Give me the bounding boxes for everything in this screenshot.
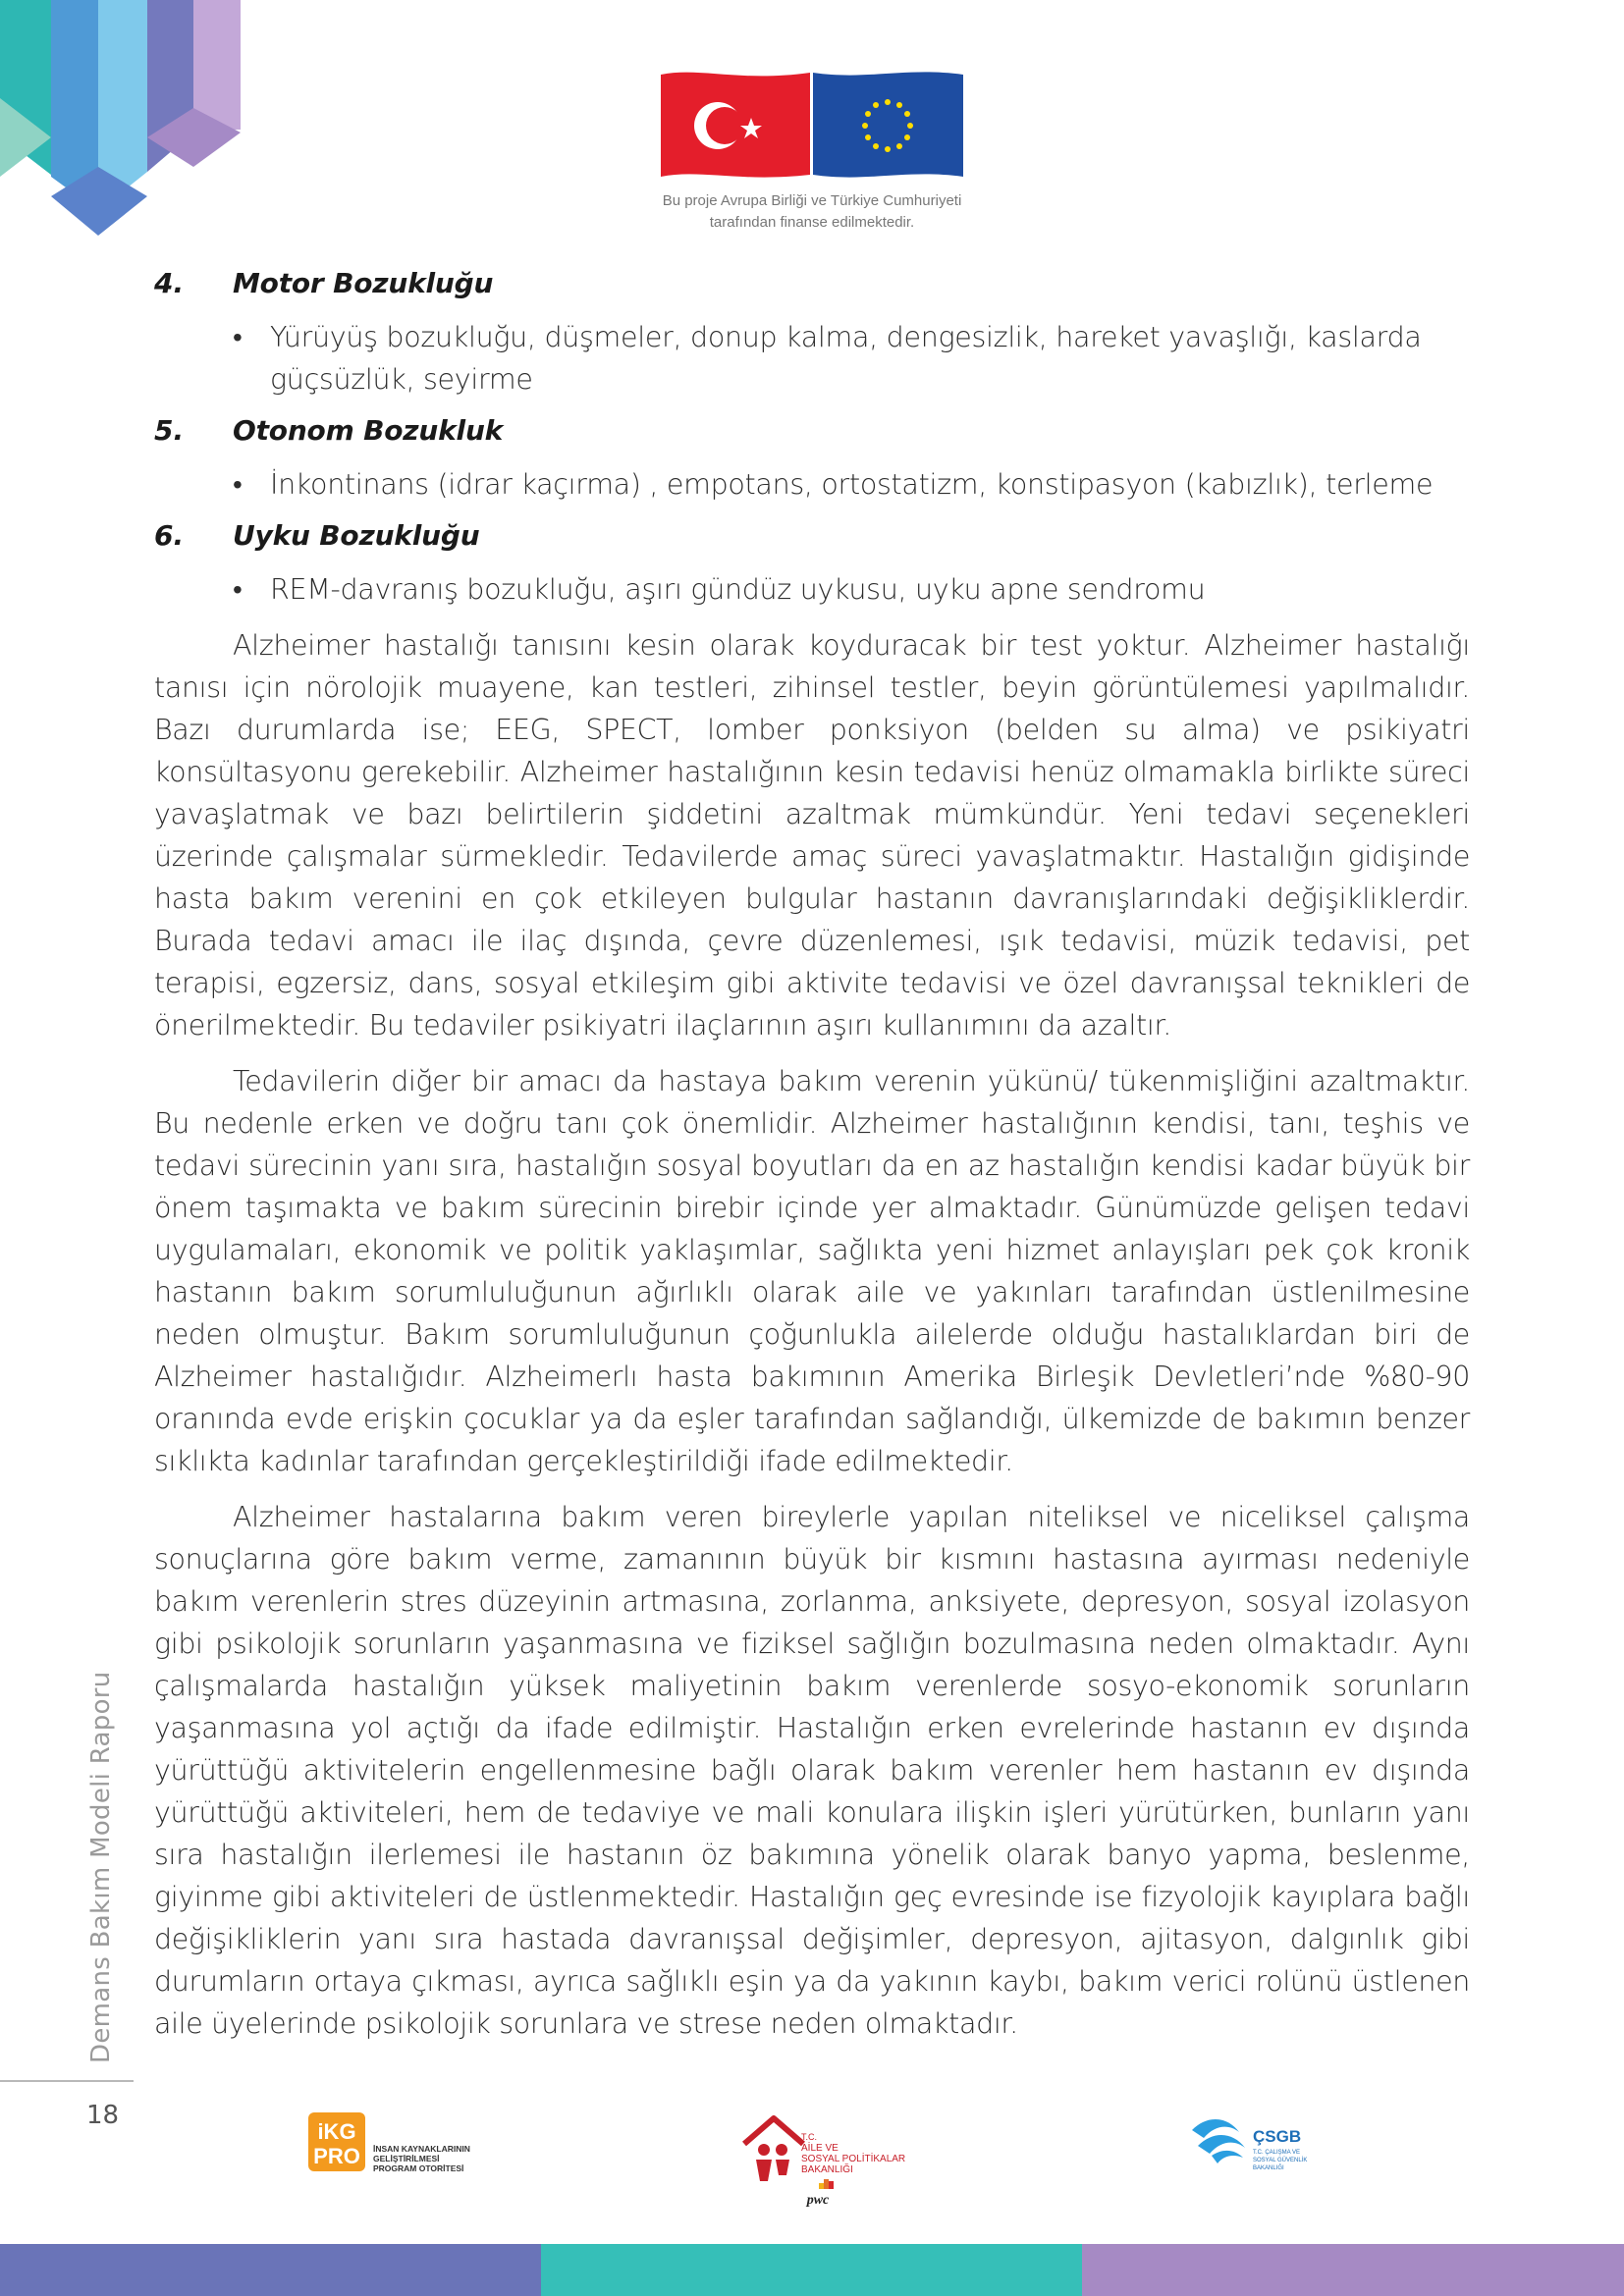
section-heading bbox=[154, 519, 1470, 562]
aile-line4: BAKANLIĞI bbox=[801, 2164, 853, 2175]
ikg-line2: GELİŞTİRİLMESİ bbox=[373, 2154, 440, 2163]
csgb-line2: SOSYAL GÜVENLİK bbox=[1253, 2158, 1308, 2163]
funding-caption bbox=[589, 190, 1035, 234]
ikg-line3: PROGRAM OTORİTESİ bbox=[373, 2163, 464, 2173]
pwc-logo-text: pwc bbox=[806, 2193, 830, 2208]
funding-caption-line1: Bu proje Avrupa Birliği ve Türkiye Cumhuriyeti bbox=[662, 192, 962, 209]
body-paragraph: Tedavilerin diğer bir amacı da hastaya bakım verenin yükünü/ tükenmişliğini azaltmaktır. Bu nedenle erken ve doğru tanı çok önemlidir. Alzheimer hastalığının kendisi, tanı, teşhis ve tedavi sürecinin yanı sıra, hastalığın sosyal boyutları da en az hastalığın kendisi kadar büyük bir önem taşımakta ve bakım sürecinin birebir içinde yer almaktadır. Günümüzde gelişen tedavi uygulamaları, ekonomik ve politik yaklaşımlar, sağlıkta yeni hizmet anlayışları pek çok kronik hastanın bakım sorumluluğunun ağırlıklı olarak aile ve yakınları tarafından üstlenilmesine neden olmuştur. Bakım sorumluluğunun çoğunlukla ailelerde olduğu hastalıklardan biri de Alzheimer hastalığıdır. Alzheimerlı hasta bakımının Amerika Birleşik Devletleri’nde %80-90 oranında evde erişkin çocuklar ya da eşler tarafından sağlandığı, ülkemizde de bakımın benzer sıklıkta kadınlar tarafından gerçekleştirildiği ifade edilmektedir. bbox=[154, 1065, 1470, 1477]
body-paragraph: Alzheimer hastalığı tanısını kesin olarak koyduracak bir test yoktur. Alzheimer hastalığı tanısı için nörolojik muayene, kan testleri, zihinsel testler, beyin görüntülemesi yapılmalıdır. Bazı durumlarda ise; EEG, SPECT, lomber ponksiyon (belden su alma) ve psikiyatri konsültasyonu gerekebilir. Alzheimer hastalığının kesin tedavisi henüz olmamakla birlikte süreci yavaşlatmak ve bazı belirtilerin şiddetini azaltmak mümkündür. Yeni tedavi seçenekleri üzerinde çalışmalar sürmekledir. Tedavilerde amaç süreci yavaşlatmaktır. Hastalığın gidişinde hasta bakım verenini en çok etkileyen bulgular hastanın davranışlarındaki değişikliklerdir. Burada tedavi amacı ile ilaç dışında, çevre düzenlemesi, ışık tedavisi, müzik tedavisi, pet terapisi, egzersiz, dans, sosyal etkileşim gibi aktivite tedavisi ve özel davranışsal teknikleri de önerilmektedir. Bu tedaviler psikiyatri ilaçlarının aşırı kullanımını da azaltır. bbox=[154, 629, 1470, 1041]
bullet-icon: • bbox=[233, 321, 243, 353]
bullet-icon: • bbox=[233, 468, 243, 501]
section-number: 5. bbox=[154, 414, 185, 447]
svg-text:PRO: PRO bbox=[313, 2144, 360, 2168]
section-title: Motor Bozukluğu bbox=[233, 267, 494, 299]
funding-caption-line2: tarafından finanse edilmektedir. bbox=[709, 214, 915, 231]
footer-band-purple bbox=[1082, 2244, 1624, 2296]
sidebar-divider bbox=[0, 2080, 134, 2082]
csgb-line3: BAKANLIĞI bbox=[1253, 2165, 1284, 2171]
list-item-text: REM-davranış bozukluğu, aşırı gündüz uykusu, uyku apne sendromu bbox=[270, 573, 1206, 606]
section-heading bbox=[154, 414, 1470, 457]
section-number: 4. bbox=[154, 267, 185, 299]
footer-band-blue bbox=[0, 2244, 541, 2296]
section-heading bbox=[154, 267, 1470, 310]
bullet-icon: • bbox=[233, 573, 243, 606]
list-item bbox=[233, 463, 1470, 506]
csgb-logo bbox=[1186, 2112, 1324, 2177]
page-number: 18 bbox=[86, 2101, 120, 2130]
list-item-text: İnkontinans (idrar kaçırma) , empotans, ortostatizm, konstipasyon (kabızlık), terleme bbox=[270, 468, 1434, 501]
section-number: 6. bbox=[154, 519, 185, 552]
aile-line1: T.C. bbox=[801, 2132, 818, 2142]
section-title: Uyku Bozukluğu bbox=[233, 519, 480, 552]
list-item bbox=[233, 316, 1470, 400]
footer-band-teal bbox=[541, 2244, 1082, 2296]
ikg-pro-logo bbox=[308, 2112, 475, 2181]
corner-decoration bbox=[0, 0, 245, 236]
body-paragraph: Alzheimer hastalarına bakım veren bireylerle yapılan niteliksel ve niceliksel çalışma sonuçlarına göre bakım verme, zamanının büyük bir kısmını hastasına ayırması nedeniyle bakım verenlerin stres düzeyinin artmasına, zorlanma, anksiyete, depresyon, sosyal izolasyon gibi psikolojik sorunların yaşanmasına ve fiziksel sağlığın bozulmasına neden olmaktadır. Aynı çalışmalarda hastalığın yüksek maliyetinin bakım verenlerde sosyo-ekonomik sorunların yaşanmasına yol açtığı da ifade edilmiştir. Hastalığın erken evrelerinde hastanın ev dışında yürüttüğü aktivitelerin engellenmesine bağlı olarak bakım verenler hem hastanın ev dışında yürüttüğü aktiviteleri, hem de tedaviye ve mali konulara ilişkin işleri yürütürken, bunların yanı sıra hastalığın ilerlemesi ile hastanın öz bakımına yönelik olarak banyo yapma, beslenme, giyinme gibi aktiviteleri de üstlenmektedir. Hastalığın geç evresinde ise fizyolojik kayıplara bağlı değişikliklerin yanı sıra hastada davranışsal değişimler, depresyon, ajitasyon, dalgınlık gibi durumların ortaya çıkması, ayrıca sağlıklı eşin ya da yakının kaybı, bakım verici rolünü üstlenen aile üyelerinde psikolojik sorunlara ve strese neden olmaktadır. bbox=[154, 1501, 1470, 2040]
csgb-title: ÇSGB bbox=[1253, 2127, 1302, 2146]
aile-line3: SOSYAL POLİTİKALAR bbox=[801, 2154, 906, 2164]
svg-text:iKG: iKG bbox=[317, 2119, 356, 2144]
csgb-line1: T.C. ÇALIŞMA VE bbox=[1253, 2150, 1301, 2156]
aile-line2: AİLE VE bbox=[801, 2143, 839, 2154]
list-item-text: Yürüyüş bozukluğu, düşmeler, donup kalma, dengesizlik, hareket yavaşlığı, kaslarda güçsüzlük, seyirme bbox=[270, 321, 1422, 396]
turkey-eu-flags-logo bbox=[661, 67, 963, 185]
report-title-vertical: Demans Bakım Modeli Raporu bbox=[86, 1671, 116, 2063]
list-item bbox=[233, 568, 1470, 611]
ikg-line1: İNSAN KAYNAKLARININ bbox=[373, 2144, 470, 2154]
section-title: Otonom Bozukluk bbox=[233, 414, 504, 447]
aile-sosyal-politikalar-logo bbox=[734, 2110, 906, 2213]
main-content bbox=[154, 267, 1470, 2058]
